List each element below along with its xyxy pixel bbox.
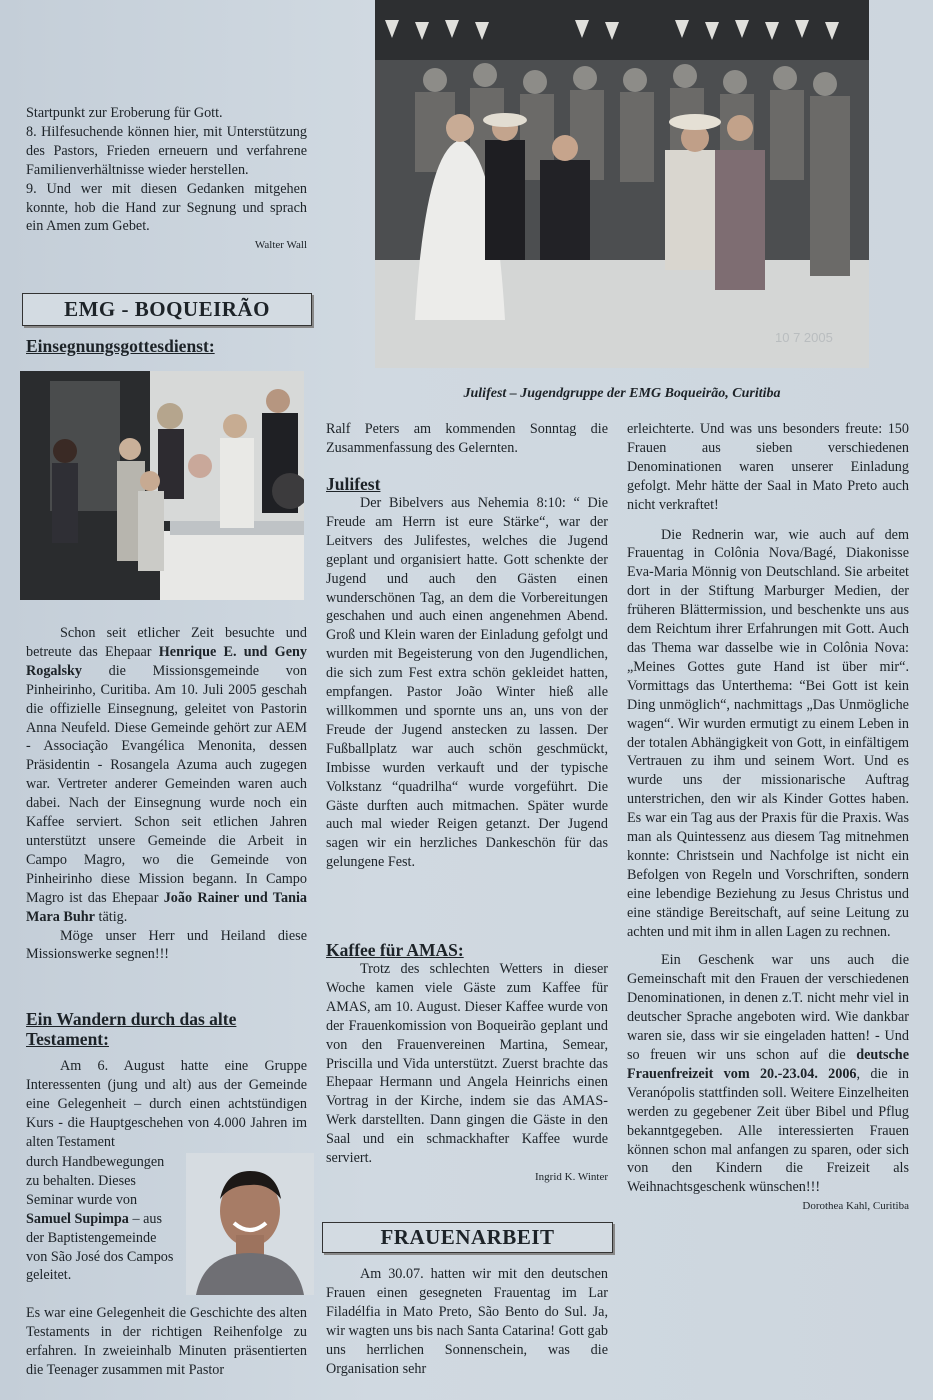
bold-names: João Rainer und Tania Mara Buhr <box>26 889 307 925</box>
paragraph <box>26 624 307 927</box>
photo-date-stamp: 10 7 2005 <box>775 330 833 345</box>
signature: Dorothea Kahl, Curitiba <box>802 1200 909 1213</box>
signature: Walter Wall <box>254 239 307 252</box>
paragraph: Am 30.07. hatten wir mit den deutschen Frauen einen gesegneten Frauentag im Lar Filadélfia in Mato Preto, São Bento do Sul. Ja, wir wagten uns bis nach Santa Catarina! Gott gab uns herrlichen Sonnenschein, was die Organisation sehr <box>326 1266 608 1377</box>
paragraph: 8. Hilfesuchende können hier, mit Unterstützung des Pastors, Frieden erneuern und verfahrene Familienverhältnisse wieder herstellen. <box>26 123 307 178</box>
wandern-p2 <box>26 1153 178 1285</box>
paragraph: Am 6. August hatte eine Gruppe Interessenten (jung und alt) aus der Gemeinde eine Gelegenheit – durch einen achtstündigen Kurs - die Hauptgeschehen von 4.000 Jahren im alten Testament <box>26 1058 307 1150</box>
col3-text <box>627 420 909 1214</box>
julifest-article <box>326 474 608 872</box>
text-run: , die in Veranópolis stattfinden soll. Weitere Einzelheiten werden zu gegebener Zeit über Bibel und Pflug bekanntgegeben. Alle interessierten Frauen können schon mal anfangen zu sparen, oder sich von den Kindern die Freizeit als Weihnachtsgeschenk wünschen!!! <box>627 1065 909 1196</box>
ceremony-photo-image <box>20 371 304 600</box>
heading-wandern: Ein Wandern durch das alte Testament: <box>26 1009 237 1049</box>
heading-julifest: Julifest <box>326 474 381 494</box>
text-run: tätig. <box>94 908 128 925</box>
frauenarbeit-article <box>326 1265 608 1378</box>
text-run: Schon seit etlicher Zeit besuchte und betreute das Ehepaar <box>26 625 307 660</box>
bold-names: Henrique E. und Geny Rogalsky <box>26 643 307 679</box>
paragraph <box>627 951 909 1197</box>
text-run: die Missionsgemeinde von Pinheirinho, Curitiba. Am 10. Juli 2005 geschah die offizielle Einsegnung, geleitet von Pastorin Anna Neufeld. Diese Gemeinde gehört zur AEM - Associação Evangélica Menonita, dessen Präsidentin - Rosangela Azuma auch zugegen war. Vertreter anderer Gemeinden waren auch dabei. Nach der Einsegnung wurde noch ein Kaffee serviert. Schon seit etlichen Jahren unterstützt unsere Gemeinde die Arbeit in Campo Magro, wo die Gemeinde von Pinheirinho diese Mission begann. In Campo Magro ist das Ehepaar <box>26 662 307 906</box>
section-header-emg: EMG - BOQUEIRÃO <box>22 293 312 326</box>
paragraph: Möge unser Herr und Heiland diese Missionswerke segnen!!! <box>26 927 307 963</box>
section-header-frauenarbeit: FRAUENARBEIT <box>322 1222 613 1253</box>
text-run: – aus der Baptistengemeinde von São José dos Campos geleitet. <box>26 1210 174 1284</box>
paragraph: Startpunkt zur Eroberung für Gott. <box>26 105 223 121</box>
bold-name: Samuel Supimpa <box>26 1210 129 1227</box>
einsegnung-article <box>26 624 307 964</box>
paragraph: Es war eine Gelegenheit die Geschichte des alten Testaments in der richtigen Reihenfolge zu erfahren. In zweieinhalb Minuten präsentierten die Teenager zusammen mit Pastor <box>26 1305 307 1378</box>
ceremony-photo <box>20 371 304 600</box>
text-run: Ein Geschenk war uns auch die Gemeinschaft mit den Frauen der verschiedenen Denominationen, in denen z.T. nicht mehr viel in deutscher Sprache angeboten wird. Wie dankbar waren sie, dass wir sie eingeladen hatten! - Und so freuen wir uns schon auf die <box>627 952 909 1063</box>
kaffee-article <box>326 940 608 1185</box>
julifest-group-photo <box>375 0 869 368</box>
wandern-p1 <box>26 1057 307 1152</box>
signature: Ingrid K. Winter <box>535 1170 608 1183</box>
wandern-p3 <box>26 1304 307 1380</box>
paragraph <box>26 1153 178 1285</box>
paragraph: erleichterte. Und was uns besonders freute: 150 Frauen aus sieben verschiedenen Denominationen waren unserer Einladung gefolgt. Mehr hätte der Saal in Mato Preto auch nicht verkraftet! <box>627 421 909 513</box>
group-photo-image <box>375 0 869 368</box>
col1-top-text <box>26 104 307 253</box>
portrait-image <box>186 1153 314 1295</box>
paragraph: 9. Und wer mit diesen Gedanken mitgehen konnte, hob die Hand zur Segnung und sprach ein Amen zum Gebet. <box>26 180 307 235</box>
heading-kaffee: Kaffee für AMAS: <box>326 940 464 960</box>
photo-caption: Julifest – Jugendgruppe der EMG Boqueirão, Curitiba <box>463 386 781 401</box>
col2-top <box>326 420 608 458</box>
paragraph: Trotz des schlechten Wetters in dieser Woche kamen viele Gäste zum Kaffee für AMAS, am 10. August. Dieser Kaffee wurde von der Frauenkomission von Boqueirão geplant und von den Frauenvereinen Martina, Semear, Priscilla und Vida unterstützt. Zuerst brachte das Ehepaar Hermann und Angela Heinrichs einen Vortrag in der Kirche, indem sie das AMAS-Werk darstellten. Dann gingen die Gäste in den Saal und ein schmackhafter Kaffee wurde serviert. <box>326 961 608 1167</box>
heading-einsegnung: Einsegnungsgottesdienst: <box>26 336 215 356</box>
paragraph: Die Rednerin war, wie auch auf dem Frauentag in Colônia Nova/Bagé, Diakonisse Eva-Maria Mönnig von Deutschland. Sie arbeitet dort in der Stiftung Marburger Medien, der früheren Blättermission, und beschenkte uns aus dem Reichtum ihrer Erfahrungen mit Gott. Auch das Thema war dasselbe wie in Colônia Nova: „Meines Gottes gute Hand ist über mir“. Vormittags das Unterthema: “Bei Gott ist kein Ding unmöglich“, nachmittags „Das Unmögliche wagen“. Wir wurden ermutigt zu einem Leben in der totalen Abhängigkeit von Gott, in einfältigem Vertrauen zu ihm und seinem Wort. Und es wurde uns der missionarische Auftrag unterstrichen, den wir als Kinder Gottes haben. Es war ein Tag aus der Praxis für die Praxis. Was man als Quintessenz aus diesem Tag mitnehmen konnte: Christsein und Nachfolge ist nicht ein Befolgen von Regeln und Vorschriften, sondern eine lebendige Beziehung zu Jesus Christus und eine ständige Bereitschaft, auf seine Leitung zu achten und mit ihm in allen Lagen zu rechnen. <box>627 526 909 940</box>
paragraph: Der Bibelvers aus Nehemia 8:10: “ Die Freude am Herrn ist eure Stärke“, war der Leitvers des Julifestes, welches die Jugend geplant und organisiert hatte. Gott schenkte der Jugend und auch den Gästen einen wunderschönen Tag, an dem die Vorbereitungen geschahen und auch einen angenehmen Abend. Groß und Klein waren der Einladung gefolgt und wurden mit Begeisterung von den Jugendlichen, die sich zum Fest extra schön gekleidet hatten, empfangen. Pastor João Winter hieß alle willkommen und spornte uns an, uns von der Freude der Jugend anstecken zu lassen. Der Fußballplatz war auch schön geschmückt, Imbisse wurden verkauft und der typische Volkstanz “quadrilha“ wurde vorgeführt. Die Gäste durften auch mitmachen. Später wurde auch mal wieder Reigen getanzt. Der Jugend sagen wir ein herzliches Dankeschön für das gelungene Fest. <box>326 495 608 871</box>
paragraph: Ralf Peters am kommenden Sonntag die Zusammenfassung des Gelernten. <box>326 421 608 456</box>
portrait-photo <box>186 1153 314 1295</box>
text-run: durch Handbewegungen zu behalten. Dieses Seminar wurde von <box>26 1154 165 1208</box>
bold-event: deutsche Frauenfreizeit vom 20.-23.04. 2006 <box>627 1047 909 1082</box>
